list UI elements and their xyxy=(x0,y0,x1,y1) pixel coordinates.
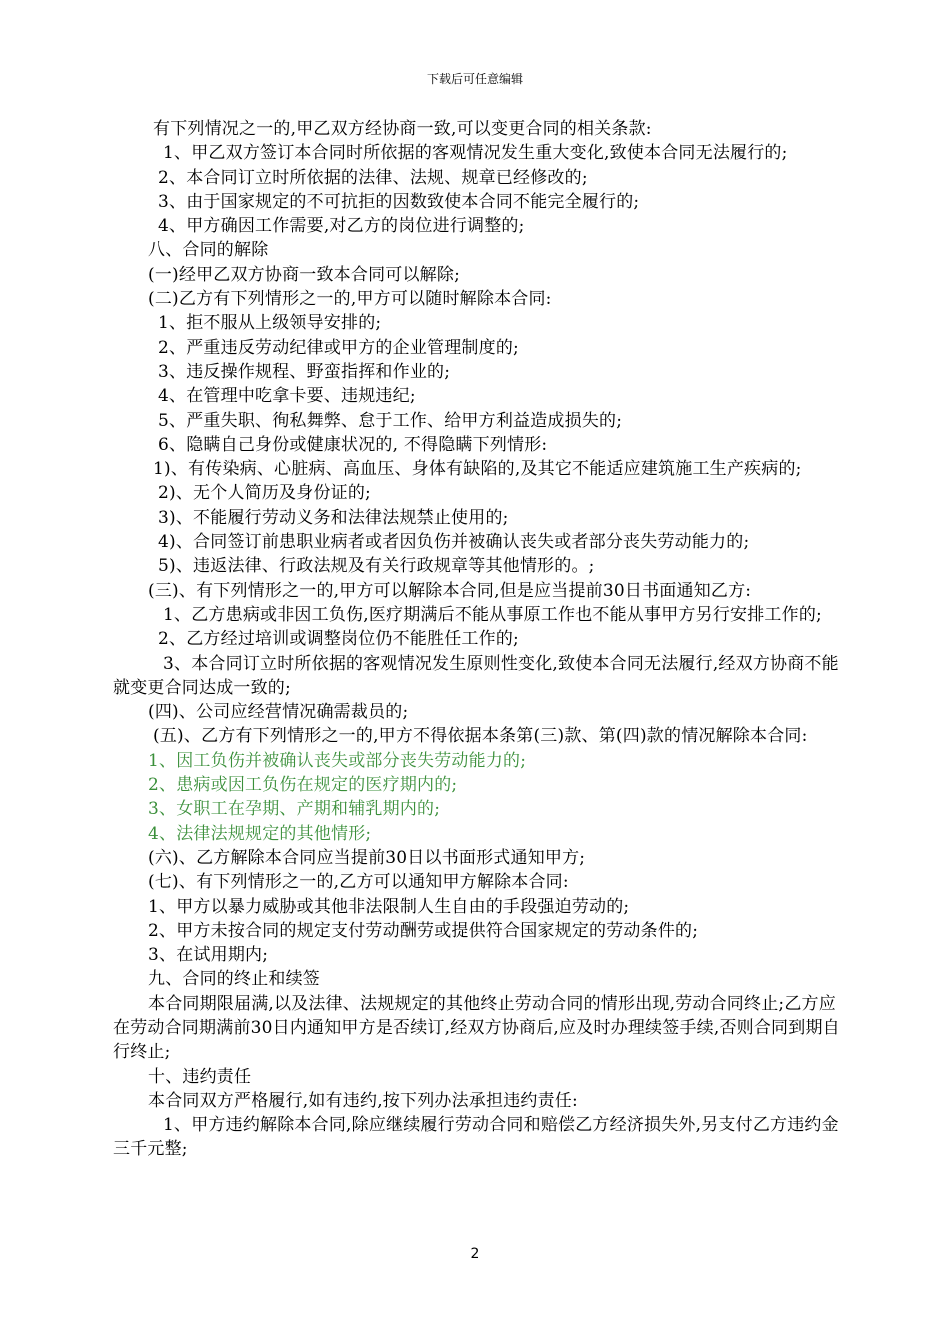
contract-line: 1)、有传染病、心脏病、高血压、身体有缺陷的,及其它不能适应建筑施工生产疾病的; xyxy=(153,459,802,480)
page-header: 下载后可任意编辑 xyxy=(426,72,523,86)
contract-body xyxy=(113,117,840,1162)
contract-line: 2、乙方经过培训或调整岗位仍不能胜任工作的; xyxy=(158,629,519,650)
contract-line: 2)、无个人简历及身份证的; xyxy=(158,483,371,504)
contract-line: 4、甲方确因工作需要,对乙方的岗位进行调整的; xyxy=(158,216,525,237)
contract-line: (一)经甲乙双方协商一致本合同可以解除; xyxy=(148,264,460,285)
page-number: 2 xyxy=(470,1246,480,1262)
contract-line: 1、拒不服从上级领导安排的; xyxy=(158,313,382,334)
contract-line: 1、甲方违约解除本合同,除应继续履行劳动合同和赔偿乙方经济损失外,另支付乙方违约金三千元整; xyxy=(113,1115,839,1160)
contract-line: 4、法律法规规定的其他情形; xyxy=(148,823,372,844)
contract-line: 1、因工负伤并被确认丧失或部分丧失劳动能力的; xyxy=(148,750,527,771)
contract-line: 2、严重违反劳动纪律或甲方的企业管理制度的; xyxy=(158,337,519,358)
contract-line: 2、患病或因工负伤在规定的医疗期内的; xyxy=(148,775,458,796)
contract-line: (三)、有下列情形之一的,甲方可以解除本合同,但是应当提前30日书面通知乙方: xyxy=(148,580,752,601)
contract-line: 3、违反操作规程、野蛮指挥和作业的; xyxy=(158,361,451,382)
contract-line: (七)、有下列情形之一的,乙方可以通知甲方解除本合同: xyxy=(148,872,569,893)
contract-line: 5、严重失职、徇私舞弊、怠于工作、给甲方利益造成损失的; xyxy=(158,410,623,431)
contract-line: 5)、违返法律、行政法规及有关行政规章等其他情形的。; xyxy=(158,556,595,577)
contract-line: 6、隐瞒自己身份或健康状况的, 不得隐瞒下列情形: xyxy=(158,434,548,455)
contract-line: 4)、合同签订前患职业病者或者因负伤并被确认丧失或者部分丧失劳动能力的; xyxy=(158,532,750,553)
contract-line: 十、违约责任 xyxy=(148,1066,252,1087)
contract-line: 3、由于国家规定的不可抗拒的因数致使本合同不能完全履行的; xyxy=(158,191,640,212)
contract-line: 3、在试用期内; xyxy=(148,945,269,966)
contract-line: 2、甲方未按合同的规定支付劳动酬劳或提供符合国家规定的劳动条件的; xyxy=(148,920,699,941)
contract-line: 1、甲方以暴力威胁或其他非法限制人生自由的手段强迫劳动的; xyxy=(148,896,630,917)
contract-line: 有下列情况之一的,甲乙双方经协商一致,可以变更合同的相关条款: xyxy=(153,119,652,139)
contract-line: 4、在管理中吃拿卡要、违规违纪; xyxy=(158,386,416,407)
contract-line: 3)、不能履行劳动义务和法律法规禁止使用的; xyxy=(158,507,509,528)
contract-line: (二)乙方有下列情形之一的,甲方可以随时解除本合同: xyxy=(148,289,552,310)
contract-line: 九、合同的终止和续签 xyxy=(148,969,320,990)
contract-line: 1、乙方患病或非因工负伤,医疗期满后不能从事原工作也不能从事甲方另行安排工作的; xyxy=(163,604,822,625)
contract-line: 2、本合同订立时所依据的法律、法规、规章已经修改的; xyxy=(158,167,588,188)
contract-line: (五)、乙方有下列情形之一的,甲方不得依据本条第(三)款、第(四)款的情况解除本合同: xyxy=(153,726,808,747)
contract-line: 本合同双方严格履行,如有违约,按下列办法承担违约责任: xyxy=(148,1090,578,1111)
contract-line: 3、本合同订立时所依据的客观情况发生原则性变化,致使本合同无法履行,经双方协商不能就变更合同达成一致的; xyxy=(113,653,839,698)
contract-line: 八、合同的解除 xyxy=(148,240,269,261)
contract-line: (六)、乙方解除本合同应当提前30日以书面形式通知甲方; xyxy=(148,847,586,868)
contract-line: (四)、公司应经营情况确需裁员的; xyxy=(148,702,409,723)
contract-line: 1、甲乙双方签订本合同时所依据的客观情况发生重大变化,致使本合同无法履行的; xyxy=(163,143,788,164)
contract-line: 本合同期限届满,以及法律、法规规定的其他终止劳动合同的情形出现,劳动合同终止;乙方应在劳动合同期满前30日内通知甲方是否续订,经双方协商后,应及时办理续签手续,否则合同到期自行终止; xyxy=(113,993,840,1063)
contract-line: 3、女职工在孕期、产期和辅乳期内的; xyxy=(148,799,441,820)
